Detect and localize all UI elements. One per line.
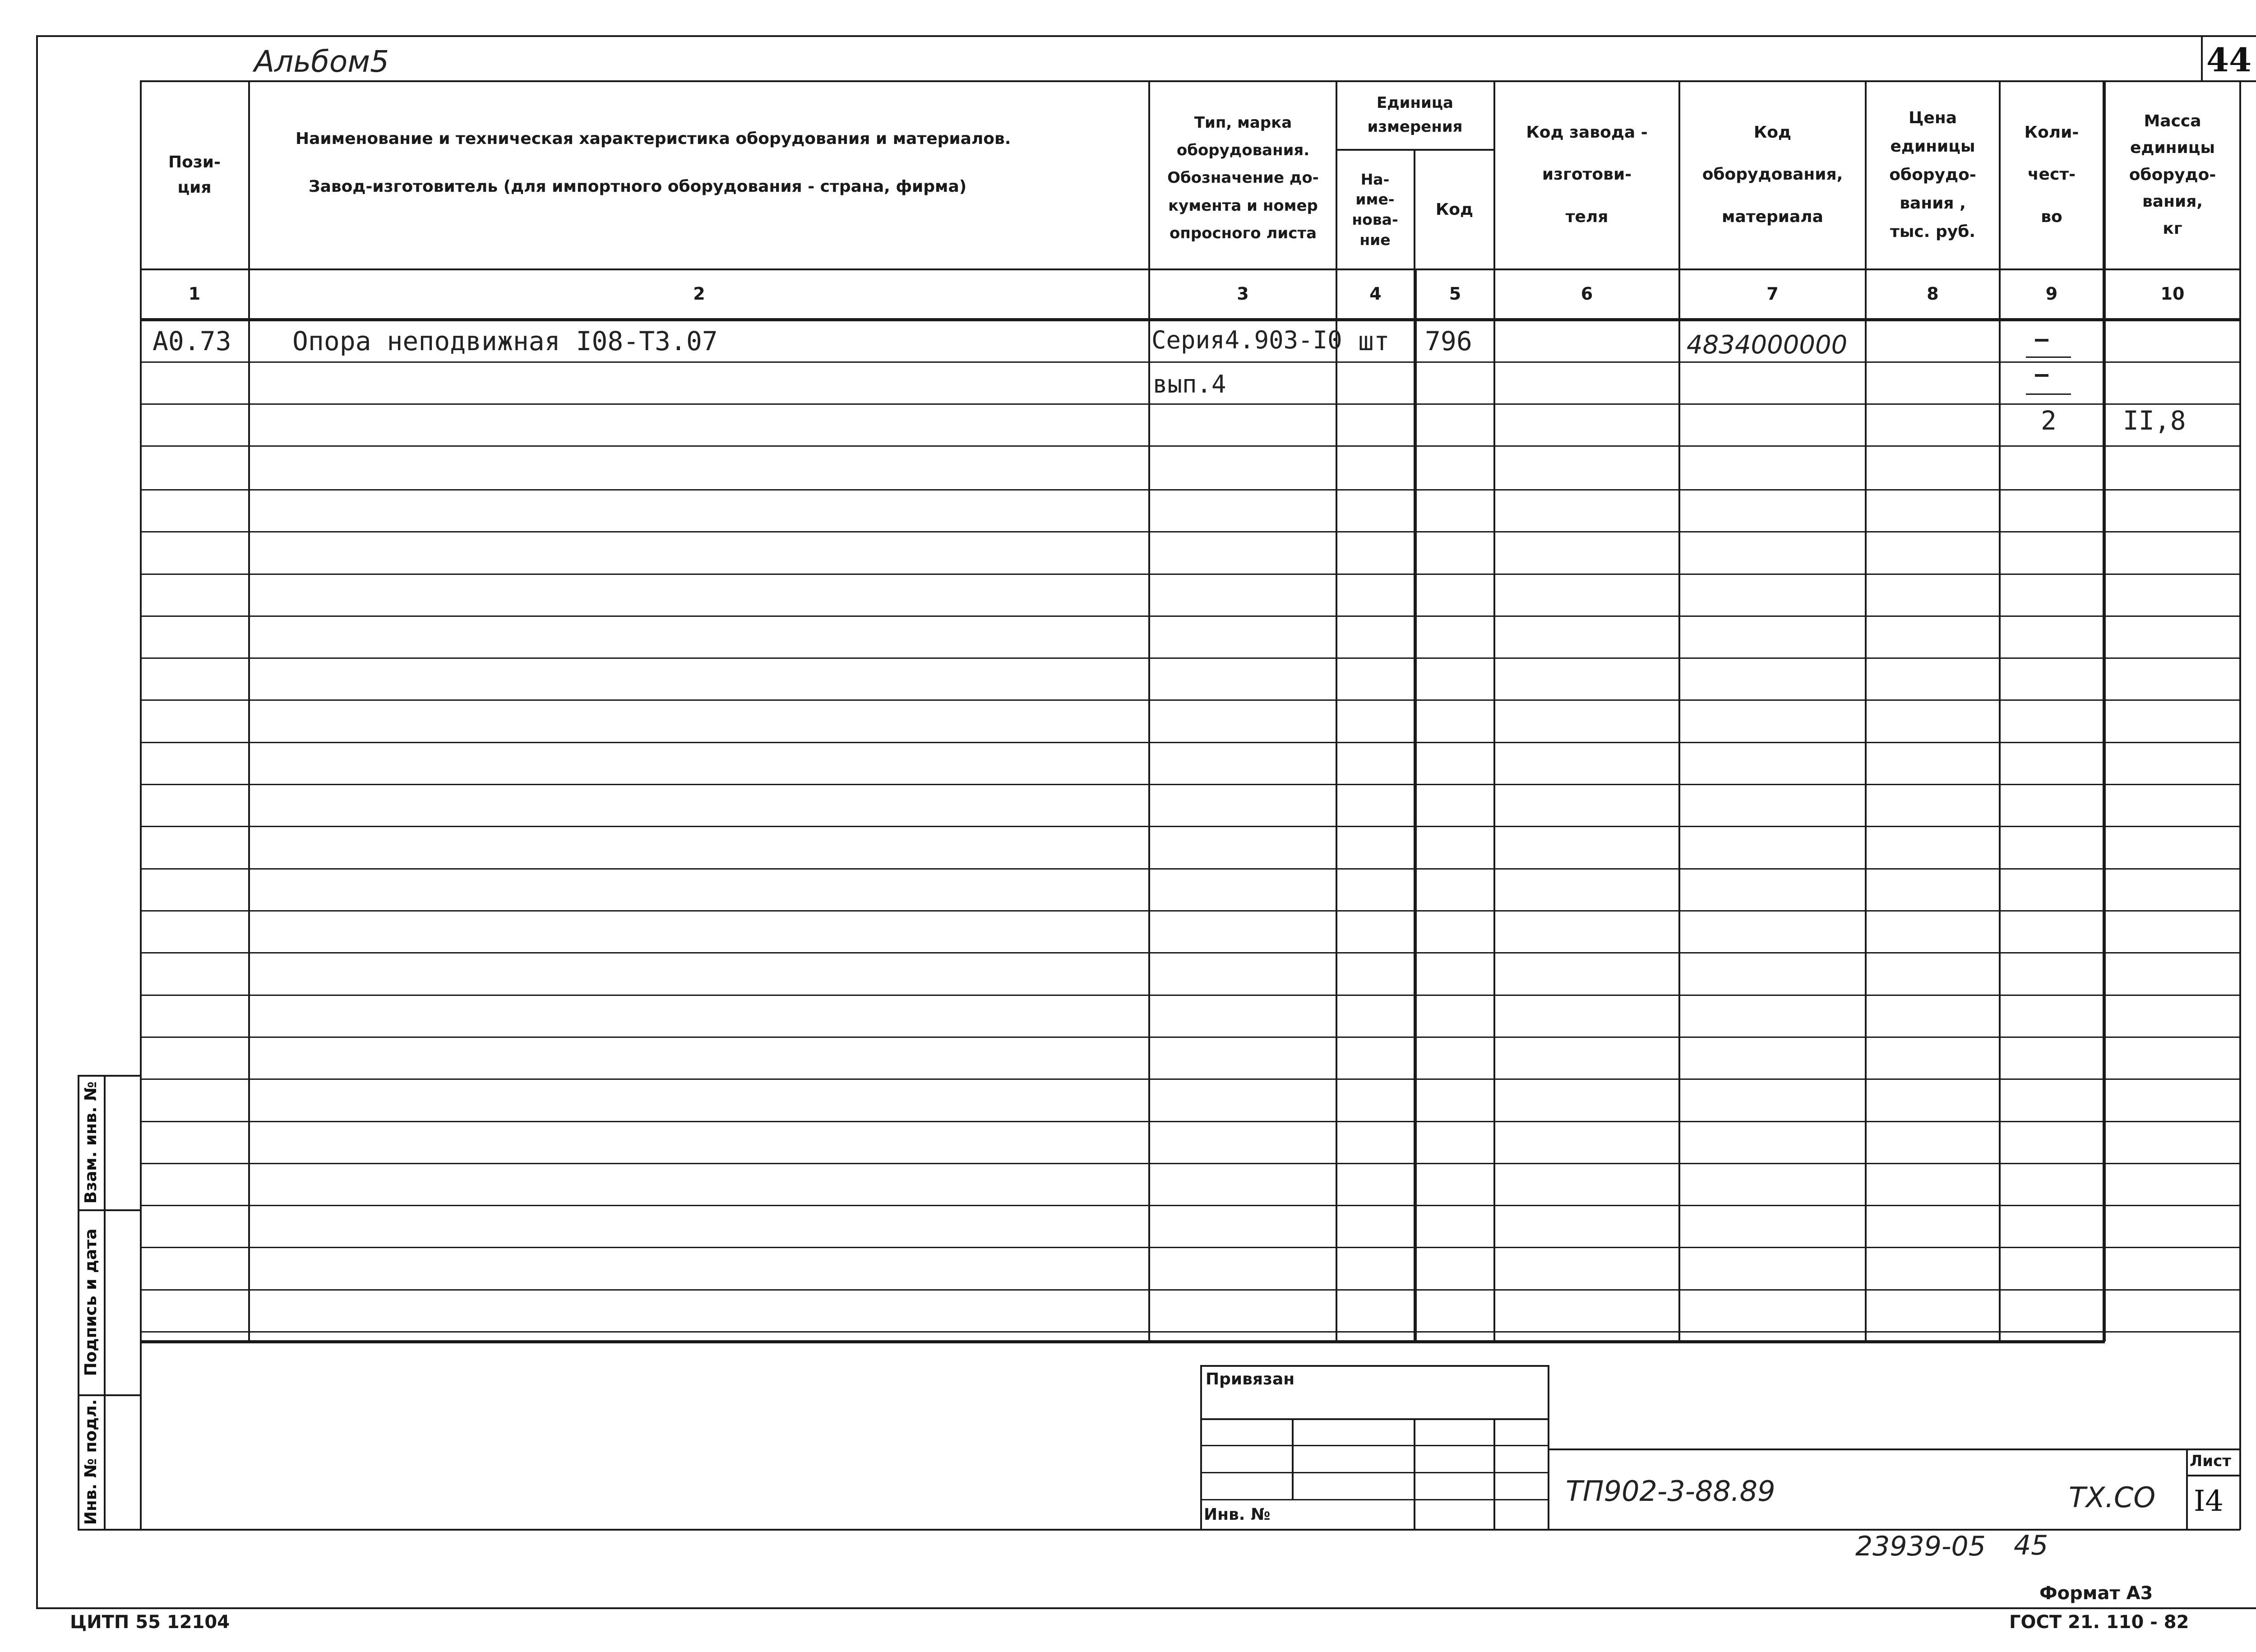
citp-label: ЦИТП 55 12104 [70,1612,230,1633]
frame-left [36,35,38,1608]
frame-top [36,35,2256,37]
privyazan-left [1200,1365,1202,1530]
row1-quantity-underline [2026,356,2071,358]
row1-quantity: — [2035,326,2049,352]
header-name-line0: Наименование и техническая характеристика оборудования и материалов. [296,130,1011,148]
privyazan-right [1548,1365,1549,1530]
col-number-2: 2 [693,283,705,304]
archive-page: 45 [2014,1530,2048,1561]
row1-name: Опора неподвижная I08-Т3.07 [292,326,718,356]
col-number-5: 5 [1449,283,1461,304]
table-row-line [140,868,2240,870]
row2-type: вып.4 [1153,370,1226,398]
privyazan-line2 [1200,1445,1549,1446]
row2-quantity-underline [2026,393,2071,395]
header-position: Пози- ция [168,153,221,197]
table-row-line [140,952,2240,953]
row1-unit-code: 796 [1425,326,1472,356]
table-row-line [140,699,2240,701]
table-body-bottom [140,1340,2105,1343]
row1-product-code: 4834000000 [1687,330,1848,360]
header-unit-name: На- име- нова- ние [1352,170,1398,249]
stamp-title-top [1548,1448,2240,1450]
sheet-corner-number: 44 [2206,41,2252,79]
table-row-line [140,1121,2240,1122]
header-quantity: Коли- чест- во [2024,123,2079,226]
privyazan-col2 [1414,1418,1415,1530]
stamp-sheet-divider [2186,1475,2240,1476]
privyazan-inv-label: Инв. № [1204,1505,1271,1524]
stamp-doc-code: ТХ.СО [2069,1481,2156,1514]
format-label: Формат А3 [2039,1583,2153,1604]
stamp-sheet-label: Лист [2190,1452,2231,1470]
col-line-9 [2103,80,2106,1342]
header-name-line1: Завод-изготовитель (для импортного оборудования - страна, фирма) [309,177,967,196]
col-number-8: 8 [1927,283,1939,304]
table-row-line [140,1078,2240,1080]
table-row-line [140,445,2240,447]
stamp-sheet-number: I4 [2194,1485,2224,1518]
side-stamp-divider [104,1075,106,1530]
col-line-4-body [1414,268,1417,1342]
table-row-line [140,1247,2240,1248]
row3-quantity: 2 [2041,405,2057,436]
stamp-sheet-left [2186,1448,2188,1530]
table-row-line [140,489,2240,491]
col-number-1: 1 [188,283,201,304]
header-unit: Единица измерения [1367,94,1463,136]
side-stamp-original-inv: Инв. № подл. [81,1399,100,1525]
row1-position: А0.73 [153,326,231,356]
col-number-9: 9 [2045,283,2058,304]
table-row-line [140,403,2240,405]
header-price: Цена единицы оборудо- вания , тыс. руб. [1889,109,1976,241]
header-product-code: Код оборудования, материала [1702,123,1843,226]
frame-bottom [36,1607,2256,1609]
side-stamp-replace-inv: Взам. инв. № [81,1081,100,1204]
col-number-4: 4 [1369,283,1382,304]
row1-unit: шт [1358,326,1390,356]
stamp-project-code: ТП902-3-88.89 [1566,1475,1775,1508]
table-row-line [140,1037,2240,1038]
number-row-bottom [140,318,2240,321]
table-row-line [140,1331,2240,1333]
col-number-6: 6 [1581,283,1593,304]
privyazan-col3 [1493,1418,1495,1530]
privyazan-col1 [1292,1418,1294,1499]
table-row-line [140,1289,2240,1291]
col-number-3: 3 [1237,283,1249,304]
privyazan-top [1200,1365,1549,1367]
row3-mass: II,8 [2123,405,2186,436]
side-stamp-left [78,1075,79,1530]
header-factory-code: Код завода - изготови- теля [1526,123,1648,226]
table-row-line [140,826,2240,827]
table-row-line [140,361,2240,363]
privyazan-line1 [1200,1418,1549,1420]
table-row-line [140,784,2240,785]
side-stamp-signature-date: Подпись и дата [81,1228,100,1376]
unit-subheader-line [1336,149,1493,151]
col-number-7: 7 [1766,283,1779,304]
header-type: Тип, марка оборудования. Обозначение до- кумента и номер опросного листа [1167,114,1319,242]
table-row-line [140,574,2240,575]
header-unit-code: Код [1435,200,1474,219]
table-row-line [140,615,2240,617]
album-label: Альбом5 [254,44,389,79]
gost-label: ГОСТ 21. 110 - 82 [2009,1612,2189,1633]
archive-number: 23939-05 [1855,1531,1986,1562]
row2-quantity: — [2035,361,2049,387]
table-right [2239,80,2241,1530]
table-row-line [140,910,2240,912]
table-row-line [140,531,2240,532]
row1-type: Серия4.903-I0 [1151,326,1342,354]
table-row-line [140,657,2240,659]
privyazan-label: Привязан [1206,1370,1295,1388]
header-mass: Масса единицы оборудо- вания, кг [2129,112,2216,238]
col-number-10: 10 [2160,283,2185,304]
privyazan-line3 [1200,1472,1549,1473]
table-row-line [140,1163,2240,1164]
table-row-line [140,1205,2240,1206]
table-row-line [140,995,2240,996]
privyazan-line4 [1200,1499,1549,1500]
table-row-line [140,742,2240,743]
corner-box-left [2201,35,2203,81]
